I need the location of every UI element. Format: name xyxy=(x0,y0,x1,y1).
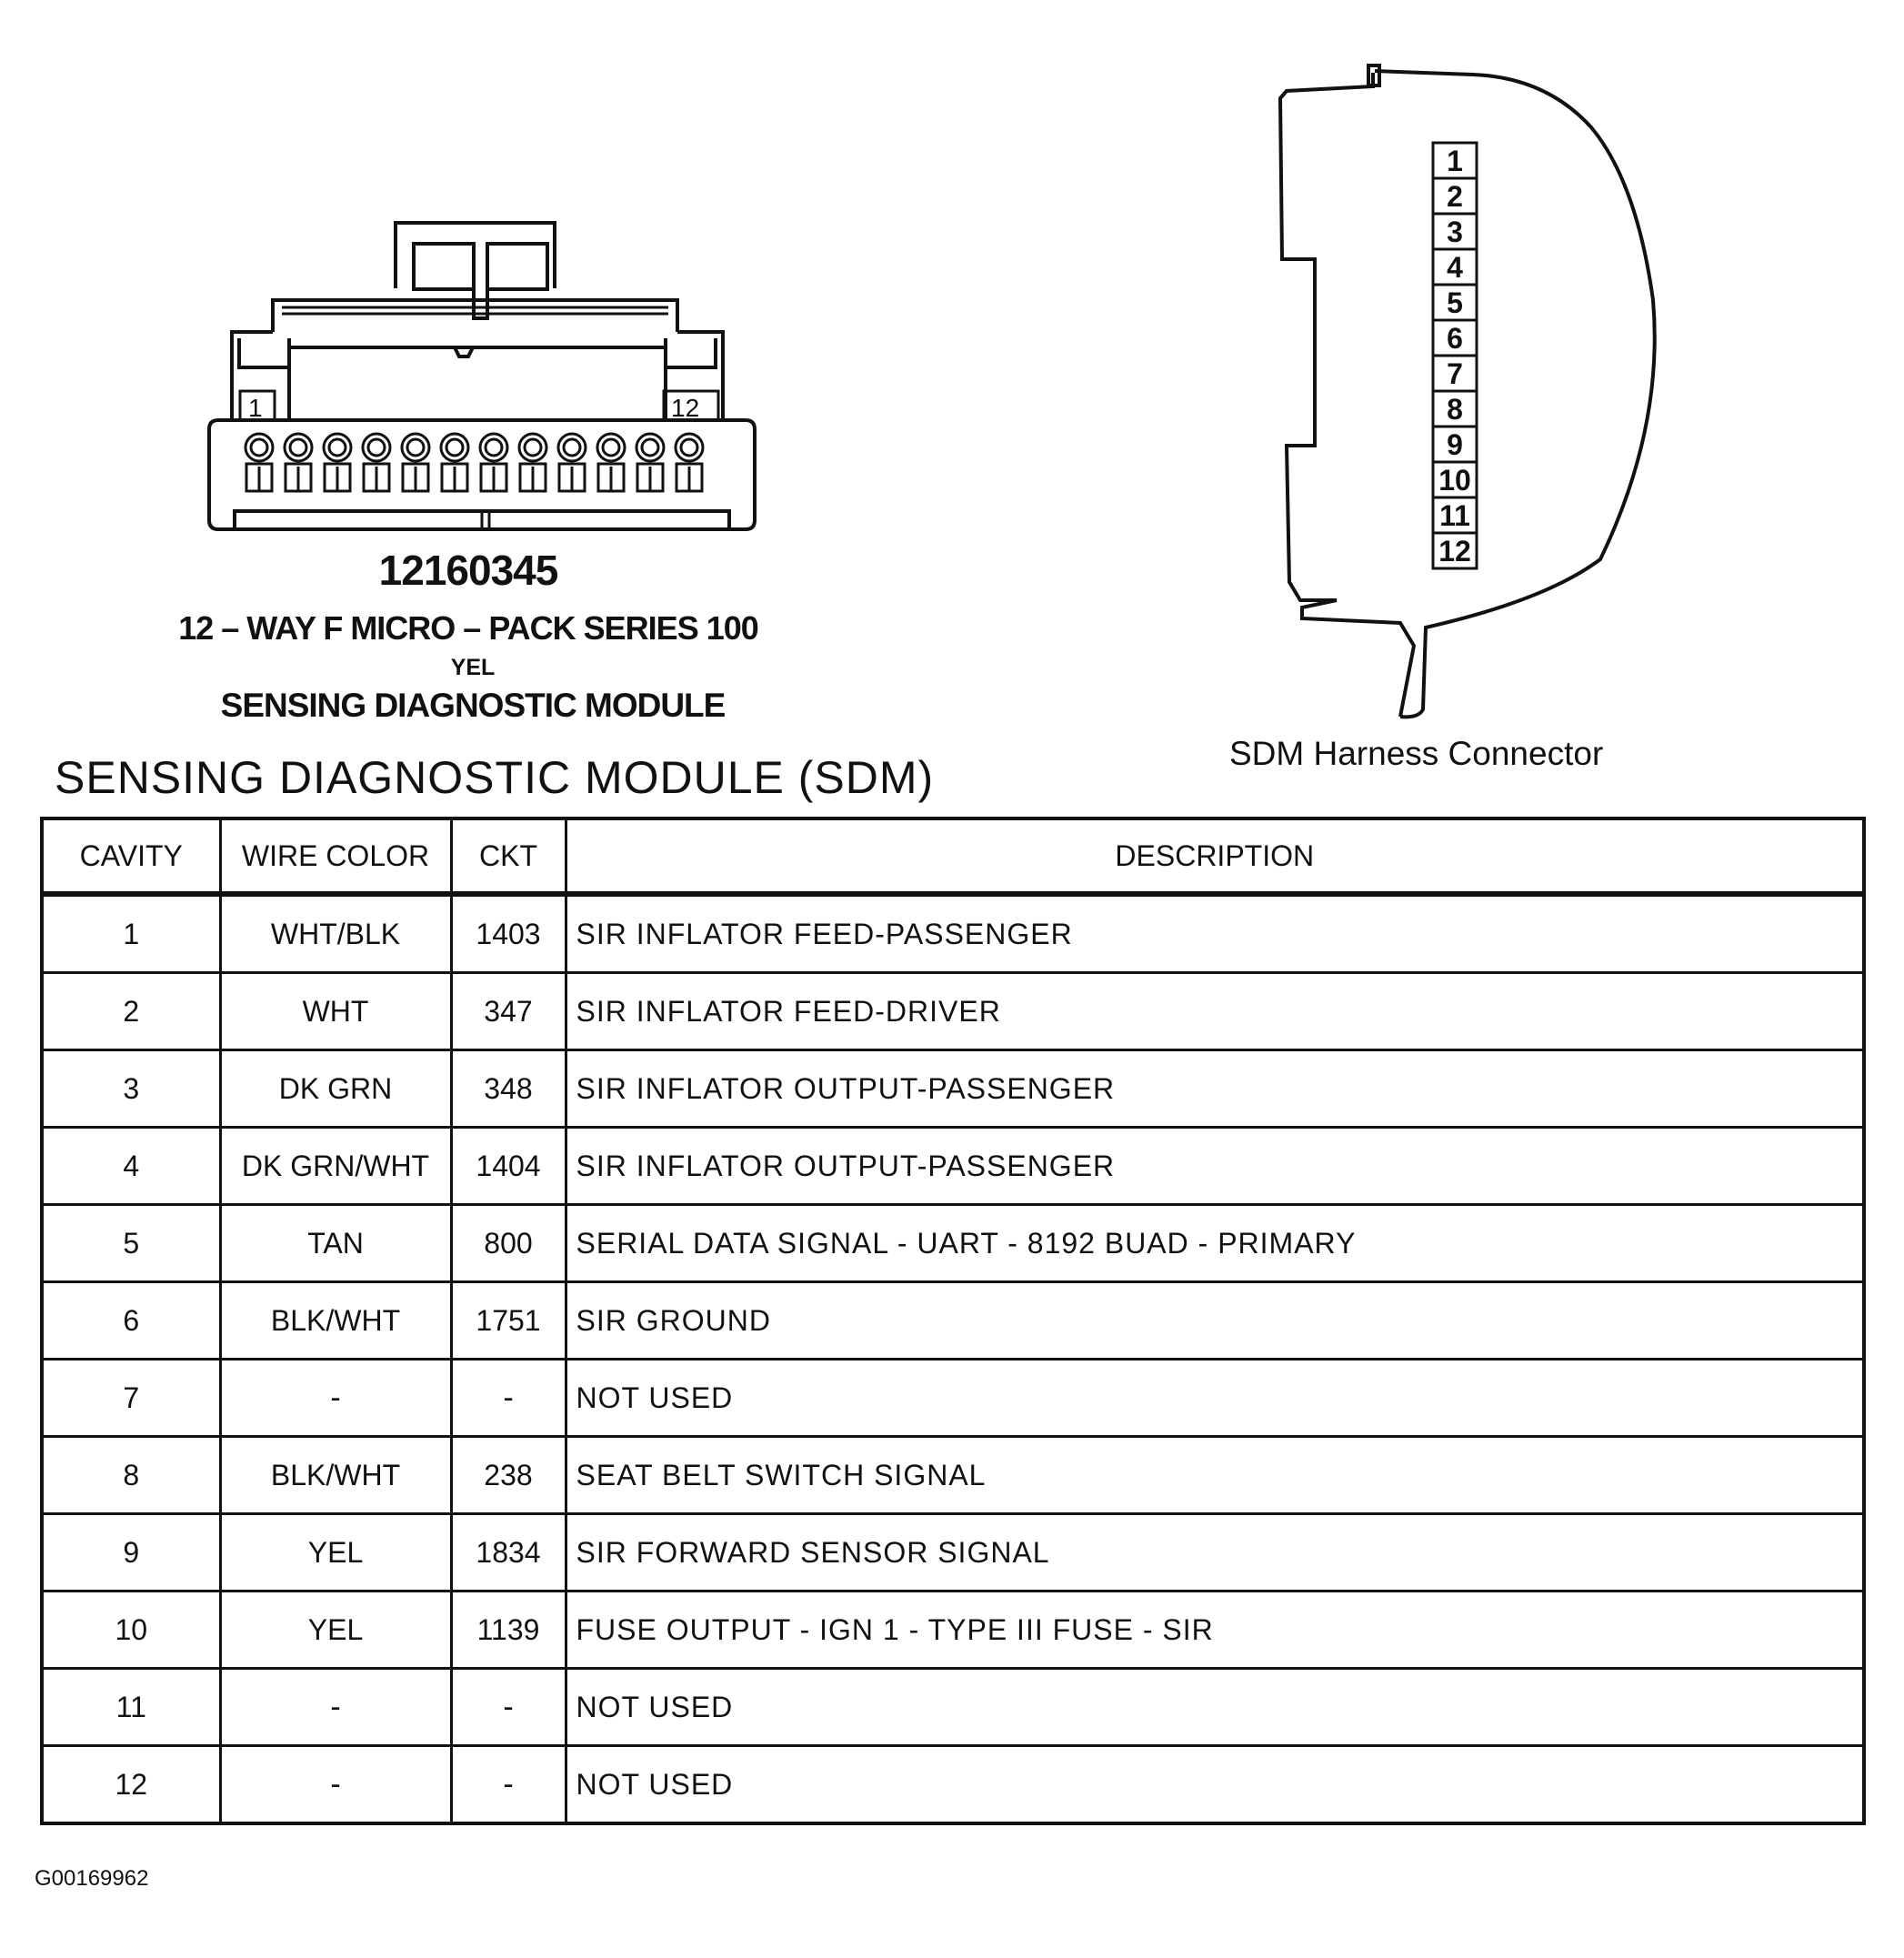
cell-cavity: 2 xyxy=(42,973,220,1050)
cell-cavity: 11 xyxy=(42,1669,220,1746)
terminal-cavity xyxy=(519,434,546,491)
table-row xyxy=(42,1050,1864,1128)
table-row xyxy=(42,1746,1864,1824)
harness-cavity xyxy=(1433,143,1477,178)
cell-cavity: 9 xyxy=(42,1514,220,1592)
cell-cavity: 12 xyxy=(42,1746,220,1824)
cell-ckt: 800 xyxy=(451,1205,566,1282)
terminal-cavity xyxy=(480,434,507,491)
cell-cavity: 4 xyxy=(42,1128,220,1205)
cell-description: SERIAL DATA SIGNAL - UART - 8192 BUAD - PRIMARY xyxy=(566,1205,1864,1282)
connector-part-number: 12160345 xyxy=(378,547,558,594)
terminal-cavity xyxy=(363,434,390,491)
figure-id: G00169962 xyxy=(35,1866,149,1891)
terminal-cavity xyxy=(676,434,703,491)
cell-wire-color: BLK/WHT xyxy=(220,1282,451,1360)
terminal-cavity xyxy=(285,434,312,491)
cell-description: SIR GROUND xyxy=(566,1282,1864,1360)
cell-ckt: 1751 xyxy=(451,1282,566,1360)
harness-cavity-number: 1 xyxy=(1447,145,1463,177)
harness-cavity-number: 4 xyxy=(1447,251,1463,284)
cell-description: SEAT BELT SWITCH SIGNAL xyxy=(566,1437,1864,1514)
cell-wire-color: DK GRN xyxy=(220,1050,451,1128)
connector-end-label-1: 1 xyxy=(248,394,263,422)
harness-cavity xyxy=(1433,285,1477,320)
table-row xyxy=(42,1360,1864,1437)
header-ckt: CKT xyxy=(451,818,566,894)
cell-wire-color: BLK/WHT xyxy=(220,1437,451,1514)
cell-description: NOT USED xyxy=(566,1360,1864,1437)
cell-cavity: 10 xyxy=(42,1592,220,1669)
cell-ckt: - xyxy=(451,1360,566,1437)
harness-cavity xyxy=(1433,356,1477,391)
cell-ckt: 1834 xyxy=(451,1514,566,1592)
harness-connector-label: SDM Harness Connector xyxy=(1229,735,1604,772)
terminal-cavity xyxy=(441,434,468,491)
terminal-cavity xyxy=(324,434,351,491)
cell-description: NOT USED xyxy=(566,1746,1864,1824)
cell-ckt: 1403 xyxy=(451,894,566,973)
terminal-cavity xyxy=(402,434,429,491)
terminal-cavity xyxy=(246,434,273,491)
terminal-cavity xyxy=(636,434,664,491)
cell-ckt: 238 xyxy=(451,1437,566,1514)
cell-wire-color: DK GRN/WHT xyxy=(220,1128,451,1205)
harness-cavity-number: 6 xyxy=(1447,322,1463,355)
harness-cavity xyxy=(1433,214,1477,249)
table-row xyxy=(42,1128,1864,1205)
cell-description: SIR INFLATOR FEED-PASSENGER xyxy=(566,894,1864,973)
header-wire-color: WIRE COLOR xyxy=(220,818,451,894)
harness-cavity-number: 10 xyxy=(1438,464,1471,497)
harness-cavity-number: 2 xyxy=(1447,180,1463,213)
cell-cavity: 6 xyxy=(42,1282,220,1360)
cell-wire-color: - xyxy=(220,1669,451,1746)
cell-description: SIR FORWARD SENSOR SIGNAL xyxy=(566,1514,1864,1592)
terminal-cavity xyxy=(597,434,625,491)
harness-cavity xyxy=(1433,320,1477,356)
cell-ckt: 347 xyxy=(451,973,566,1050)
cell-wire-color: - xyxy=(220,1746,451,1824)
harness-cavity-number: 12 xyxy=(1438,535,1471,567)
cell-wire-color: YEL xyxy=(220,1592,451,1669)
cell-description: SIR INFLATOR OUTPUT-PASSENGER xyxy=(566,1128,1864,1205)
harness-cavity-list xyxy=(1433,143,1477,568)
cell-description: SIR INFLATOR FEED-DRIVER xyxy=(566,973,1864,1050)
cell-ckt: 348 xyxy=(451,1050,566,1128)
header-cavity: CAVITY xyxy=(42,818,220,894)
table-row xyxy=(42,894,1864,973)
harness-cavity-number: 8 xyxy=(1447,393,1463,426)
connector-description: 12 – WAY F MICRO – PACK SERIES 100 xyxy=(178,609,758,647)
cell-ckt: - xyxy=(451,1669,566,1746)
connector-module-name: SENSING DIAGNOSTIC MODULE xyxy=(220,687,726,724)
table-row xyxy=(42,1437,1864,1514)
table-row xyxy=(42,1514,1864,1592)
harness-cavity xyxy=(1433,533,1477,568)
table-row xyxy=(42,1282,1864,1360)
cell-cavity: 3 xyxy=(42,1050,220,1128)
harness-cavity-number: 7 xyxy=(1447,357,1463,390)
cell-cavity: 7 xyxy=(42,1360,220,1437)
table-header-row xyxy=(42,818,1864,894)
connector-face-diagram xyxy=(209,223,755,529)
connector-end-label-12: 12 xyxy=(671,394,700,422)
harness-cavity-number: 11 xyxy=(1439,499,1470,532)
cell-cavity: 8 xyxy=(42,1437,220,1514)
connector-color: YEL xyxy=(450,655,496,680)
harness-cavity xyxy=(1433,178,1477,214)
cell-ckt: 1404 xyxy=(451,1128,566,1205)
table-row xyxy=(42,1669,1864,1746)
harness-cavity xyxy=(1433,391,1477,427)
cell-wire-color: YEL xyxy=(220,1514,451,1592)
cell-description: SIR INFLATOR OUTPUT-PASSENGER xyxy=(566,1050,1864,1128)
terminal-cavity xyxy=(558,434,586,491)
harness-cavity-number: 3 xyxy=(1447,216,1463,248)
cell-wire-color: - xyxy=(220,1360,451,1437)
harness-cavity xyxy=(1433,249,1477,285)
harness-cavity xyxy=(1433,497,1477,533)
table-row xyxy=(42,1205,1864,1282)
cell-cavity: 1 xyxy=(42,894,220,973)
harness-cavity-number: 5 xyxy=(1447,286,1463,319)
harness-cavity-number: 9 xyxy=(1447,428,1463,461)
table-row xyxy=(42,1592,1864,1669)
cell-ckt: 1139 xyxy=(451,1592,566,1669)
cell-wire-color: WHT/BLK xyxy=(220,894,451,973)
harness-cavity xyxy=(1433,427,1477,462)
pinout-table xyxy=(40,817,1866,1825)
cell-description: FUSE OUTPUT - IGN 1 - TYPE III FUSE - SIR xyxy=(566,1592,1864,1669)
cell-description: NOT USED xyxy=(566,1669,1864,1746)
cell-cavity: 5 xyxy=(42,1205,220,1282)
cell-wire-color: WHT xyxy=(220,973,451,1050)
harness-cavity xyxy=(1433,462,1477,497)
cell-ckt: - xyxy=(451,1746,566,1824)
header-description: DESCRIPTION xyxy=(566,818,1864,894)
cell-wire-color: TAN xyxy=(220,1205,451,1282)
table-row xyxy=(42,973,1864,1050)
section-title: SENSING DIAGNOSTIC MODULE (SDM) xyxy=(55,752,935,803)
